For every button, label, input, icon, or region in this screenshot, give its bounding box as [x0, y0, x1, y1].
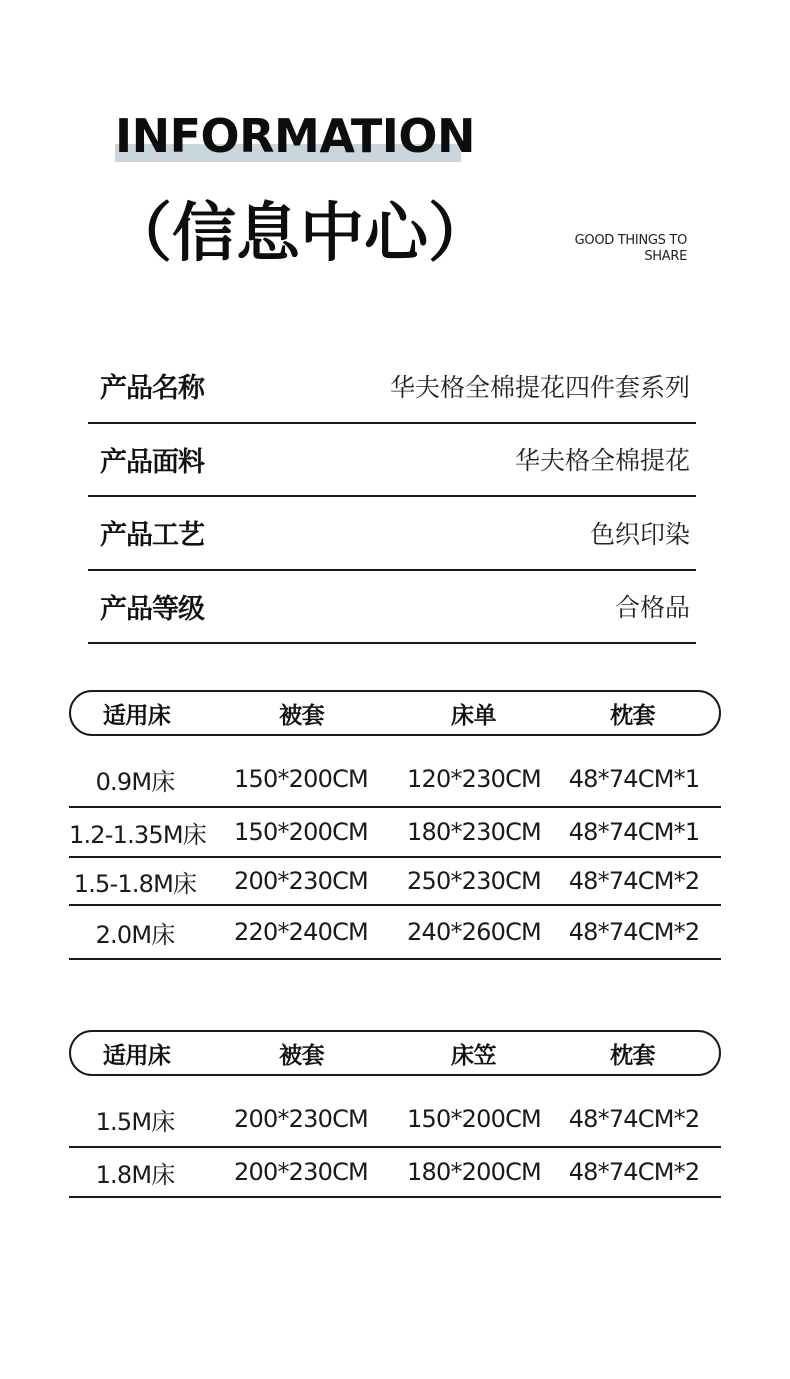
- tagline-line1: GOOD THINGS TO: [574, 233, 687, 248]
- table-cell: 180*200CM: [407, 1158, 541, 1186]
- table-cell: 48*74CM*2: [568, 918, 700, 946]
- info-value: 色织印染: [589, 519, 690, 549]
- table-header-cell: 枕套: [610, 1042, 656, 1069]
- table-cell: 48*74CM*1: [568, 765, 700, 793]
- table-cell: 250*230CM: [407, 867, 541, 895]
- info-row-fabric: [88, 424, 696, 498]
- table-cell: 200*230CM: [234, 1105, 368, 1133]
- table-header-cell: 床单: [451, 702, 496, 729]
- table-cell: 200*230CM: [234, 1158, 368, 1186]
- product-info-list: [88, 350, 696, 644]
- table-row: [69, 808, 721, 858]
- tagline-line2: SHARE: [644, 249, 687, 264]
- table-cell: 220*240CM: [234, 918, 368, 946]
- title-block: [115, 108, 475, 164]
- table-header: [69, 690, 721, 736]
- table-header-cell: 被套: [279, 1042, 325, 1069]
- table-row: [69, 1148, 721, 1198]
- info-label: 产品名称: [100, 373, 204, 405]
- table-row: [69, 736, 721, 808]
- page-subtitle: （信息中心）: [108, 197, 492, 271]
- info-label: 产品面料: [100, 446, 204, 478]
- table-header-cell: 枕套: [610, 702, 656, 729]
- table-cell: 48*74CM*2: [568, 867, 700, 895]
- table-cell: 1.5M床: [95, 1107, 175, 1136]
- table-cell: 1.2-1.35M床: [69, 820, 206, 849]
- info-row-grade: [88, 571, 696, 645]
- size-table-fitted: [69, 1030, 721, 1198]
- info-value: 华夫格全棉提花: [514, 446, 690, 476]
- page-title: INFORMATION: [115, 109, 475, 163]
- table-cell: 200*230CM: [234, 867, 368, 895]
- table-row: [69, 858, 721, 906]
- table-cell: 120*230CM: [407, 765, 541, 793]
- table-cell: 1.5-1.8M床: [73, 869, 197, 898]
- info-row-craft: [88, 497, 696, 571]
- table-header: [69, 1030, 721, 1076]
- table-cell: 48*74CM*2: [568, 1158, 700, 1186]
- info-row-name: [88, 350, 696, 424]
- info-label: 产品工艺: [100, 520, 204, 552]
- table-cell: 150*200CM: [234, 818, 368, 846]
- table-cell: 180*230CM: [407, 818, 541, 846]
- table-cell: 150*200CM: [234, 765, 368, 793]
- table-header-cell: 床笠: [451, 1042, 496, 1069]
- table-cell: 48*74CM*2: [568, 1105, 700, 1133]
- table-row: [69, 1076, 721, 1148]
- info-value: 合格品: [614, 593, 690, 623]
- table-cell: 1.8M床: [95, 1160, 175, 1189]
- table-header-cell: 适用床: [102, 702, 171, 729]
- table-cell: 2.0M床: [95, 920, 175, 949]
- table-cell: 0.9M床: [95, 767, 175, 796]
- table-row: [69, 906, 721, 960]
- info-label: 产品等级: [100, 593, 204, 625]
- info-value: 华夫格全棉提花四件套系列: [389, 372, 690, 402]
- table-cell: 48*74CM*1: [568, 818, 700, 846]
- table-header-cell: 适用床: [102, 1042, 171, 1069]
- table-cell: 150*200CM: [407, 1105, 541, 1133]
- table-cell: 240*260CM: [407, 918, 541, 946]
- tagline: [575, 233, 687, 265]
- table-header-cell: 被套: [279, 702, 325, 729]
- size-table-sheet: [69, 690, 721, 960]
